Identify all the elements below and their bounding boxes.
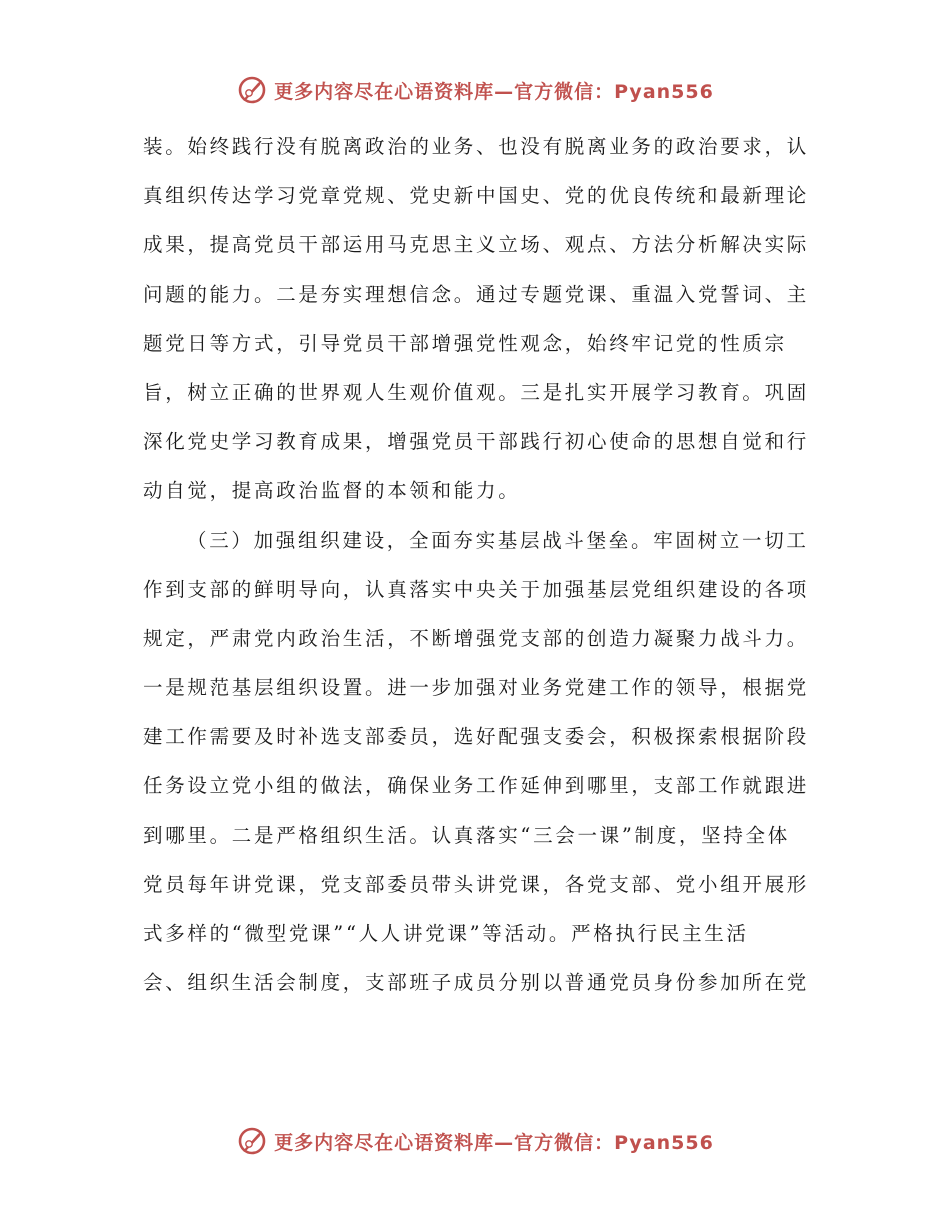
text-line: 动自觉，提高政治监督的本领和能力。 xyxy=(143,479,521,503)
text-line: 任务设立党小组的做法，确保业务工作延伸到哪里，支部工作就跟进 xyxy=(143,774,810,798)
text-line: 题党日等方式，引导党员干部增强党性观念，始终牢记党的性质宗 xyxy=(143,331,787,355)
text-line: 装。始终践行没有脱离政治的业务、也没有脱离业务的政治要求，认 xyxy=(143,135,810,158)
text-line: 问题的能力。二是夯实理想信念。通过专题党课、重温入党誓词、主 xyxy=(143,282,810,306)
pen-logo-icon xyxy=(236,1125,268,1157)
text-line: 到哪里。二是严格组织生活。认真落实“三会一课”制度，坚持全体 xyxy=(143,823,790,847)
text-line: 式多样的“微型党课”“人人讲党课”等活动。严格执行民主生活 xyxy=(143,922,749,945)
text-line: 规定，严肃党内政治生活，不断增强党支部的创造力凝聚力战斗力。 xyxy=(143,626,810,650)
text-line: （三）加强组织建设，全面夯实基层战斗堡垒。牢固树立一切工 xyxy=(187,528,809,552)
text-line: 作到支部的鲜明导向，认真落实中央关于加强基层党组织建设的各项 xyxy=(143,577,810,601)
text-line: 党员每年讲党课，党支部委员带头讲党课，各党支部、党小组开展形 xyxy=(143,872,810,896)
text-line: 深化党史学习教育成果，增强党员干部践行初心使命的思想自觉和行 xyxy=(143,430,810,454)
text-line: 建工作需要及时补选支部委员，选好配强支委会，积极探索根据阶段 xyxy=(143,725,810,749)
pen-logo-icon xyxy=(236,74,268,106)
text-line: 成果，提高党员干部运用马克思主义立场、观点、方法分析解决实际 xyxy=(143,233,810,257)
text-line: 旨，树立正确的世界观人生观价值观。三是扎实开展学习教育。巩固 xyxy=(143,380,810,404)
header-watermark xyxy=(0,70,950,110)
text-line: 会、组织生活会制度，支部班子成员分别以普通党员身份参加所在党 xyxy=(143,971,810,995)
footer-watermark-text: 更多内容尽在心语资料库—官方微信：Pyan556 xyxy=(274,1131,714,1154)
document-body xyxy=(143,122,813,1007)
header-watermark-text: 更多内容尽在心语资料库—官方微信：Pyan556 xyxy=(274,80,714,103)
text-line: 真组织传达学习党章党规、党史新中国史、党的优良传统和最新理论 xyxy=(143,184,810,208)
footer-watermark xyxy=(0,1121,950,1161)
text-line: 一是规范基层组织设置。进一步加强对业务党建工作的领导，根据党 xyxy=(143,676,810,700)
